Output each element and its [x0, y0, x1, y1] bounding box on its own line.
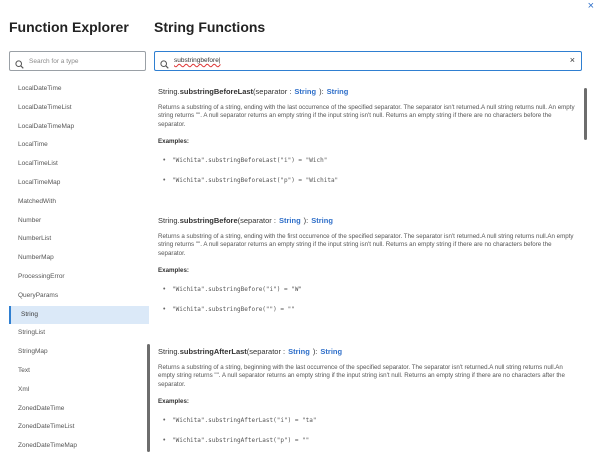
- clear-search-icon[interactable]: ×: [569, 55, 575, 65]
- type-item-queryparams[interactable]: QueryParams: [18, 291, 59, 299]
- function-doc-substringbeforelast: [158, 87, 578, 191]
- function-signature: [158, 347, 578, 356]
- type-item-localdatetime[interactable]: LocalDateTime: [18, 85, 62, 92]
- examples-heading: Examples:: [158, 398, 189, 406]
- function-name: substringBefore: [179, 216, 238, 225]
- string-functions-title: String Functions: [154, 19, 266, 35]
- close-icon[interactable]: ×: [587, 0, 594, 12]
- signature-close: ):: [312, 347, 318, 356]
- function-doc-substringafterlast: [158, 347, 578, 451]
- example-item: • "Wichita".substringBeforeLast("p") = "Wichita": [158, 171, 578, 191]
- function-signature: [158, 216, 578, 225]
- return-type-link[interactable]: String: [326, 87, 349, 96]
- type-item-number[interactable]: Number: [18, 216, 42, 224]
- signature-open: (separator :: [237, 216, 276, 225]
- type-item-numbermap[interactable]: NumberMap: [18, 254, 54, 262]
- search-icon: [15, 56, 24, 74]
- example-item: • "Wichita".substringBefore("") = "": [158, 300, 578, 320]
- signature-open: (separator :: [253, 87, 292, 96]
- signature-open: (separator :: [246, 347, 286, 356]
- example-item: • "Wichita".substringBefore("i") = "W": [158, 280, 578, 300]
- examples-heading: Examples:: [158, 138, 189, 146]
- examples-list: [158, 151, 578, 191]
- function-description: Returns a substring of a string, ending with the first occurrence of the specified separator. The separator isn't returned.A null string returns null.An empty string returns "". A null separator returns an empty string if the input string isn't null. Returns an empty string if there are no characters before the separator.: [158, 233, 574, 257]
- type-item-localtime[interactable]: LocalTime: [18, 141, 48, 149]
- type-search-box: [9, 51, 146, 71]
- type-item-stringmap[interactable]: StringMap: [18, 348, 48, 356]
- type-item-numberlist[interactable]: NumberList: [18, 235, 52, 243]
- type-item-zoneddatetimemap[interactable]: ZonedDateTimeMap: [18, 442, 78, 450]
- type-search-input[interactable]: [29, 54, 141, 68]
- type-item-xml[interactable]: Xml: [18, 385, 30, 393]
- example-item: • "Wichita".substringBeforeLast("i") = "Wich": [158, 151, 578, 171]
- function-search-input[interactable]: substringbefore|: [174, 57, 221, 64]
- function-signature: [158, 87, 578, 96]
- function-search-box[interactable]: [154, 51, 582, 71]
- type-item-processingerror[interactable]: ProcessingError: [18, 272, 65, 280]
- signature-prefix: String.: [158, 216, 180, 225]
- search-icon: [160, 56, 169, 74]
- type-item-zoneddatetime[interactable]: ZonedDateTime: [18, 404, 65, 412]
- param-type-link[interactable]: String: [288, 347, 310, 356]
- param-type-link[interactable]: String: [278, 216, 301, 225]
- function-description: Returns a substring of a string, beginning with the last occurrence of the specified separator. The separator isn't returned.A null string returns null.An empty string returns "". A null separator returns an empty string if the input string isn't null. Returns an empty string if there are no characters after the separator.: [158, 364, 565, 388]
- examples-list: [158, 280, 578, 320]
- type-item-localtimelist[interactable]: LocalTimeList: [18, 160, 58, 168]
- signature-prefix: String.: [158, 347, 180, 356]
- return-type-link[interactable]: String: [311, 216, 333, 225]
- example-item: • "Wichita".substringAfterLast("i") = "ta": [158, 411, 578, 431]
- function-name: substringBeforeLast: [179, 87, 254, 96]
- function-name: substringAfterLast: [179, 347, 247, 356]
- type-item-text[interactable]: Text: [18, 366, 30, 374]
- type-item-string[interactable]: String: [9, 306, 149, 325]
- function-explorer-title: Function Explorer: [9, 19, 129, 35]
- type-item-stringlist[interactable]: StringList: [18, 329, 46, 337]
- return-type-link[interactable]: String: [320, 347, 343, 356]
- function-doc-substringbefore: [158, 216, 578, 320]
- type-item-zoneddatetimelist[interactable]: ZonedDateTimeList: [18, 423, 75, 431]
- examples-heading: Examples:: [158, 267, 189, 275]
- type-item-localdatetimemap[interactable]: LocalDateTimeMap: [18, 122, 75, 130]
- signature-close: ):: [319, 87, 324, 96]
- type-item-localdatetimelist[interactable]: LocalDateTimeList: [18, 103, 72, 111]
- type-list: [9, 80, 149, 460]
- examples-list: [158, 411, 578, 451]
- signature-prefix: String.: [158, 87, 180, 96]
- type-list-scrollbar[interactable]: [147, 344, 150, 452]
- param-type-link[interactable]: String: [294, 87, 317, 96]
- type-item-localtimemap[interactable]: LocalTimeMap: [18, 178, 61, 186]
- signature-close: ):: [303, 216, 309, 225]
- function-description: Returns a substring of a string, ending with the last occurrence of the specified separator. The separator isn't returned.A null string returns null. An empty string returns "". A null separator returns an empty string if the input string isn't null. Returns an empty string if there are no characters before the separator.: [158, 104, 575, 128]
- function-docs: [158, 80, 578, 460]
- function-docs-scrollbar[interactable]: [584, 88, 587, 140]
- example-item: • "Wichita".substringAfterLast("p") = "": [158, 431, 578, 451]
- type-item-matchedwith[interactable]: MatchedWith: [18, 197, 56, 205]
